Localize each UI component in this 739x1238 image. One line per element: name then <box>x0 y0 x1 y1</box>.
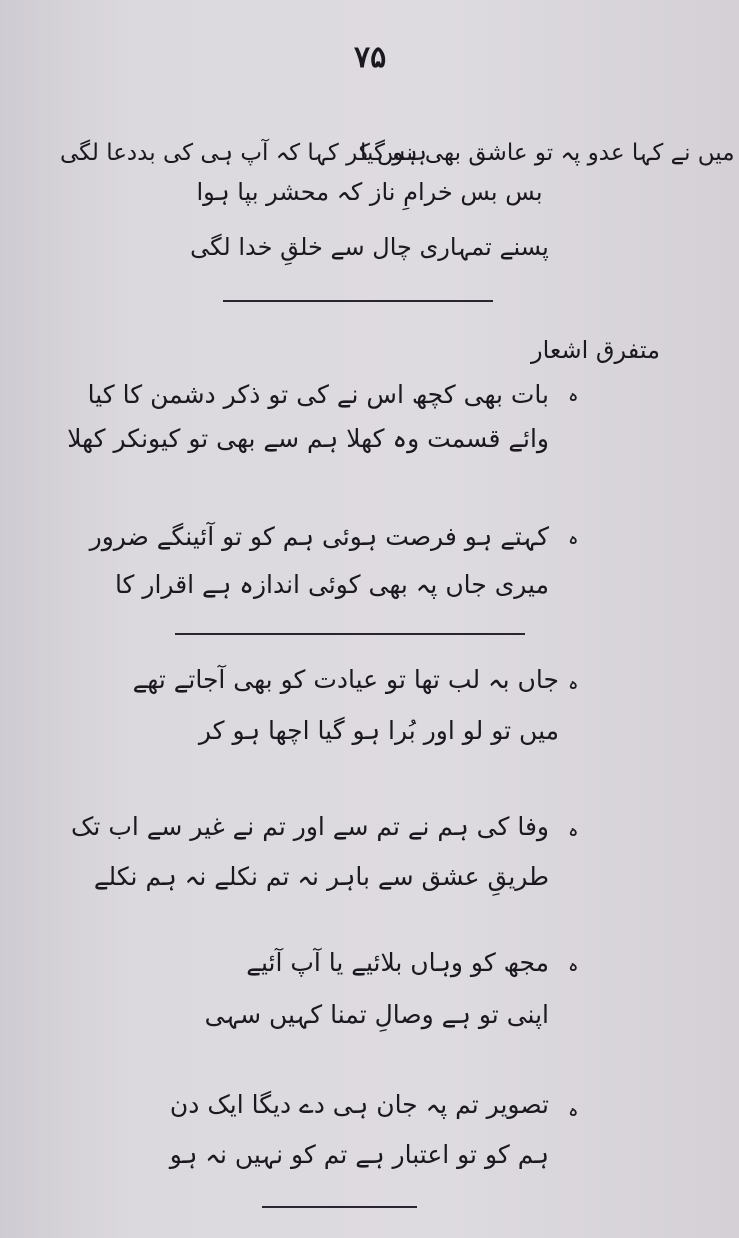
divider-rule <box>223 300 493 302</box>
couplet-marker: ہ <box>568 385 579 406</box>
divider-rule <box>262 1206 417 1208</box>
divider-rule <box>175 633 525 635</box>
couplet-5-line-1: مجھ کو وہاں بلائیے یا آپ آئیے <box>246 948 549 977</box>
section-heading: متفرق اشعار <box>531 336 660 364</box>
couplet-3-line-1: جاں بہ لب تھا تو عیادت کو بھی آجاتے تھے <box>132 665 559 694</box>
couplet-4-line-2: طریقِ عشق سے باہر نہ تم نکلے نہ ہم نکلے <box>93 862 549 891</box>
couplet-5-line-2: اپنی تو ہے وصالِ تمنا کہیں سہی <box>204 1000 549 1029</box>
couplet-marker: ہ <box>568 955 579 976</box>
couplet-6-line-2: ہم کو تو اعتبار ہے تم کو نہیں نہ ہو <box>169 1140 549 1169</box>
couplet-1-line-1: بات بھی کچھ اس نے کی تو ذکر دشمن کا کیا <box>87 380 549 409</box>
page-number: ۷۵ <box>354 40 387 75</box>
couplet-3-line-2: میں تو لو اور بُرا ہو گیا اچھا ہو کر <box>198 716 559 745</box>
couplet-marker: ہ <box>568 528 579 549</box>
couplet-6-line-1: تصویر تم پہ جان ہی دے دیگا ایک دن <box>169 1090 549 1119</box>
center-couplet-line-1: بس بس خرامِ ناز کہ محشر بپا ہوا <box>196 178 543 206</box>
top-verse-right-hemistich: میں نے کہا عدو پہ تو عاشق بھی ہو گیا <box>360 140 735 166</box>
couplet-4-line-1: وفا کی ہم نے تم سے اور تم نے غیر سے اب تک <box>71 812 549 841</box>
couplet-marker: ہ <box>568 673 579 694</box>
top-verse-left-hemistich: ہنس کر کہا کہ آپ ہی کی بددعا لگی <box>60 140 427 166</box>
couplet-marker: ہ <box>568 820 579 841</box>
couplet-2-line-2: میری جاں پہ بھی کوئی اندازہ ہے اقرار کا <box>114 570 549 599</box>
couplet-marker: ہ <box>568 1100 579 1121</box>
center-couplet-line-2: پسنے تمہاری چال سے خلقِ خدا لگی <box>190 233 549 261</box>
couplet-1-line-2: وائے قسمت وہ کھلا ہم سے بھی تو کیونکر کھلا <box>67 424 549 453</box>
couplet-2-line-1: کہتے ہو فرصت ہوئی ہم کو تو آئینگے ضرور <box>89 522 549 551</box>
